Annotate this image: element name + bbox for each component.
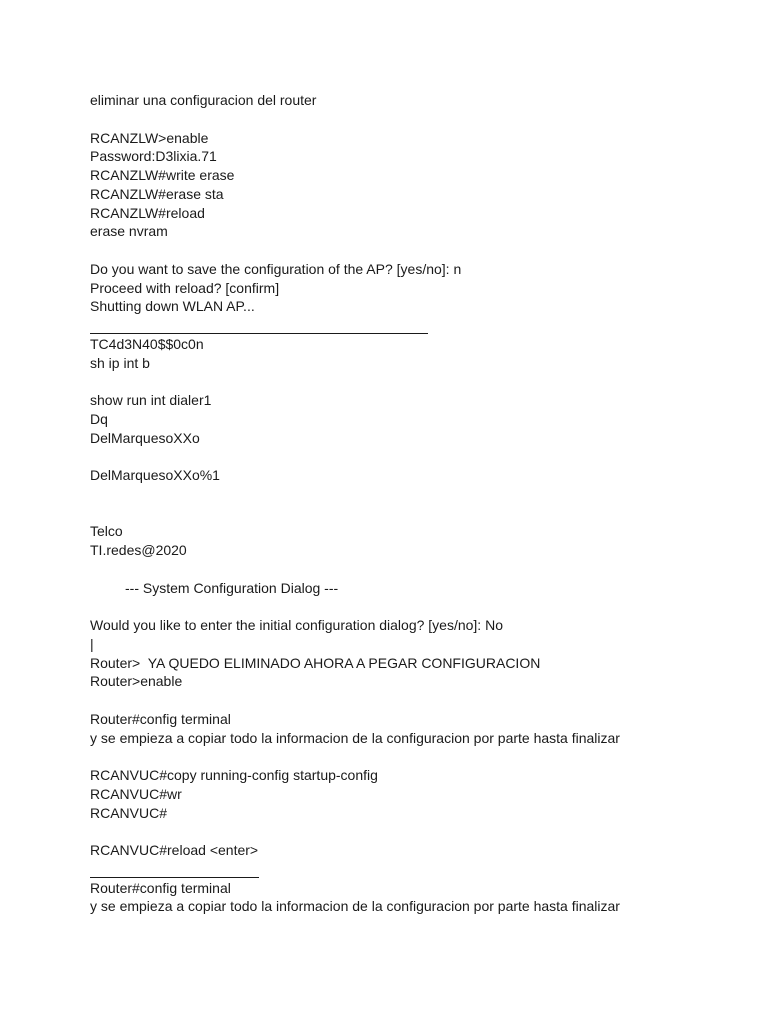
text-line: TI.redes@2020: [90, 542, 187, 558]
cli-command: Router#config terminal: [90, 879, 231, 896]
text-line: Dq: [90, 410, 108, 427]
cli-output: Would you like to enter the initial configuration dialog? [yes/no]: No: [90, 617, 503, 633]
cli-command: Router>enable: [90, 673, 183, 690]
cli-command: show run int dialer1: [90, 392, 212, 408]
blank-line: [90, 597, 730, 616]
cli-command: RCANVUC#wr: [90, 785, 182, 802]
cli-command: RCANZLW#erase sta: [90, 185, 224, 202]
text-line: DelMarquesoXXo%1: [90, 467, 220, 483]
blank-line: [90, 110, 730, 129]
blank-line: [90, 241, 730, 260]
horizontal-rule: [90, 316, 730, 335]
blank-line: [90, 485, 730, 504]
document-body: [90, 91, 730, 916]
text-cursor: |: [90, 635, 94, 652]
text-line: Telco: [90, 523, 123, 540]
cli-command: RCANZLW#reload: [90, 204, 205, 221]
blank-line: [90, 822, 730, 841]
doc-heading: eliminar una configuracion del router: [90, 92, 317, 108]
cli-command: RCANZLW>enable: [90, 129, 209, 146]
cli-command: sh ip int b: [90, 354, 150, 371]
blank-line: [90, 691, 730, 710]
blank-line: [90, 504, 730, 523]
cli-output: Do you want to save the configuration of the AP? [yes/no]: n: [90, 260, 462, 277]
cli-command: RCANVUC#copy running-config startup-config: [90, 767, 378, 783]
password-line: Password:D3lixia.71: [90, 148, 217, 165]
cli-output: Proceed with reload? [confirm]: [90, 279, 280, 296]
blank-line: [90, 447, 730, 466]
blank-line: [90, 560, 730, 579]
horizontal-rule: [90, 860, 730, 879]
text-line: DelMarquesoXXo: [90, 429, 200, 446]
cli-command: RCANZLW#write erase: [90, 167, 235, 183]
blank-line: [90, 747, 730, 766]
cli-command: RCANVUC#reload <enter>: [90, 842, 259, 858]
cli-command: Router#config terminal: [90, 710, 231, 727]
cli-command: Router> YA QUEDO ELIMINADO AHORA A PEGAR CONFIGURACION: [90, 654, 541, 671]
cli-output: Shutting down WLAN AP...: [90, 298, 255, 315]
cli-command: RCANVUC#: [90, 804, 168, 821]
cli-output: erase nvram: [90, 223, 168, 240]
dialog-heading: --- System Configuration Dialog ---: [125, 579, 339, 596]
text-line: TC4d3N40$$0c0n: [90, 335, 204, 352]
text-line: y se empieza a copiar todo la informacion de la configuracion por parte hasta finalizar: [90, 729, 620, 746]
text-line: y se empieza a copiar todo la informacion de la configuracion por parte hasta finalizar: [90, 898, 620, 915]
blank-line: [90, 372, 730, 391]
